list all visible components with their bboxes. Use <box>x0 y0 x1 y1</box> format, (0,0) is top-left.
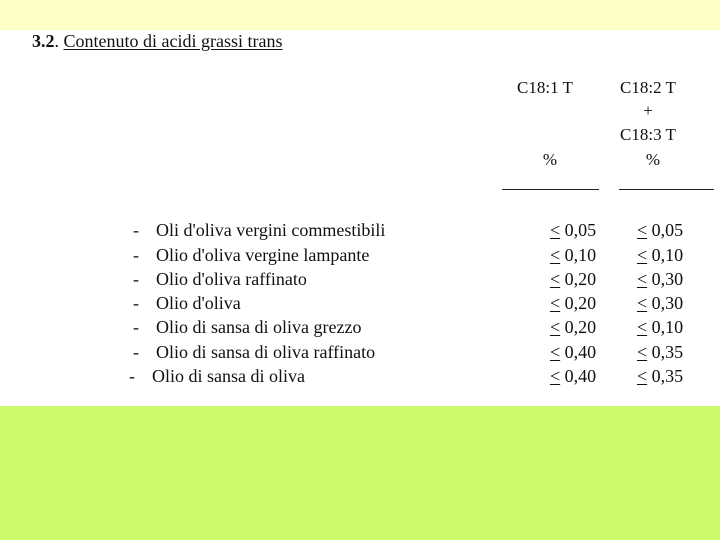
less-equal-symbol: < <box>637 269 648 289</box>
column-header-c18-1: C18:1 T <box>517 78 573 97</box>
c18-1-number: 0,40 <box>564 342 597 362</box>
oil-name: Olio di sansa di oliva <box>152 366 305 386</box>
c18-2-3-number: 0,30 <box>651 269 684 289</box>
c18-1-value <box>550 245 596 266</box>
c18-2-3-number: 0,35 <box>651 342 684 362</box>
c18-2-3-number: 0,30 <box>651 293 684 313</box>
less-equal-symbol: < <box>550 342 561 362</box>
column-rule-1 <box>502 189 599 190</box>
c18-1-number: 0,05 <box>564 220 597 240</box>
c18-1-value <box>550 293 596 314</box>
c18-2-3-value <box>637 293 683 314</box>
c18-1-number: 0,20 <box>564 293 597 313</box>
c18-2-3-value <box>637 342 683 363</box>
c18-2-3-value <box>637 317 683 338</box>
c18-1-number: 0,40 <box>564 366 597 386</box>
less-equal-symbol: < <box>637 317 648 337</box>
section-title: Contenuto di acidi grassi trans <box>63 31 283 51</box>
c18-2-3-number: 0,05 <box>651 220 684 240</box>
list-item <box>0 269 720 293</box>
section-number: 3.2 <box>32 31 55 51</box>
c18-1-number: 0,10 <box>564 245 597 265</box>
column-unit-2: % <box>645 150 661 169</box>
c18-1-value <box>550 317 596 338</box>
c18-1-value <box>550 220 596 241</box>
bullet-dash: - <box>133 317 139 337</box>
c18-1-value <box>550 366 596 387</box>
list-item <box>0 317 720 341</box>
bullet-dash: - <box>133 220 139 240</box>
oil-name: Olio di sansa di oliva grezzo <box>156 317 362 337</box>
less-equal-symbol: < <box>550 220 561 240</box>
less-equal-symbol: < <box>550 293 561 313</box>
column-header-c18-3: C18:3 T <box>620 125 676 144</box>
less-equal-symbol: < <box>550 317 561 337</box>
c18-2-3-number: 0,10 <box>651 317 684 337</box>
bullet-dash: - <box>133 342 139 362</box>
less-equal-symbol: < <box>637 245 648 265</box>
less-equal-symbol: < <box>637 220 648 240</box>
bottom-band <box>0 406 720 540</box>
less-equal-symbol: < <box>550 245 561 265</box>
c18-2-3-value <box>637 245 683 266</box>
bullet-dash: - <box>133 293 139 313</box>
list-item <box>0 366 720 390</box>
c18-2-3-value <box>637 220 683 241</box>
c18-1-value <box>550 342 596 363</box>
list-item <box>0 220 720 244</box>
oil-name: Oli d'oliva vergini commestibili <box>156 220 386 240</box>
c18-2-3-value <box>637 366 683 387</box>
c18-2-3-value <box>637 269 683 290</box>
list-item <box>0 245 720 269</box>
bullet-dash: - <box>129 366 135 386</box>
section-separator: . <box>54 31 59 51</box>
top-band <box>0 0 720 30</box>
c18-2-3-number: 0,10 <box>651 245 684 265</box>
oil-name: Olio d'oliva vergine lampante <box>156 245 370 265</box>
oil-name: Olio di sansa di oliva raffinato <box>156 342 376 362</box>
c18-1-number: 0,20 <box>564 317 597 337</box>
section-heading <box>32 31 282 52</box>
less-equal-symbol: < <box>550 366 561 386</box>
list-item <box>0 293 720 317</box>
column-header-plus: + <box>643 101 653 120</box>
oil-name: Olio d'oliva raffinato <box>156 269 307 289</box>
less-equal-symbol: < <box>637 366 648 386</box>
c18-1-value <box>550 269 596 290</box>
oil-name: Olio d'oliva <box>156 293 241 313</box>
column-unit-1: % <box>542 150 558 169</box>
column-header-c18-2: C18:2 T <box>620 78 676 97</box>
less-equal-symbol: < <box>637 293 648 313</box>
bullet-dash: - <box>133 269 139 289</box>
bullet-dash: - <box>133 245 139 265</box>
less-equal-symbol: < <box>550 269 561 289</box>
list-item <box>0 342 720 366</box>
column-rule-2 <box>619 189 714 190</box>
c18-2-3-number: 0,35 <box>651 366 684 386</box>
c18-1-number: 0,20 <box>564 269 597 289</box>
less-equal-symbol: < <box>637 342 648 362</box>
